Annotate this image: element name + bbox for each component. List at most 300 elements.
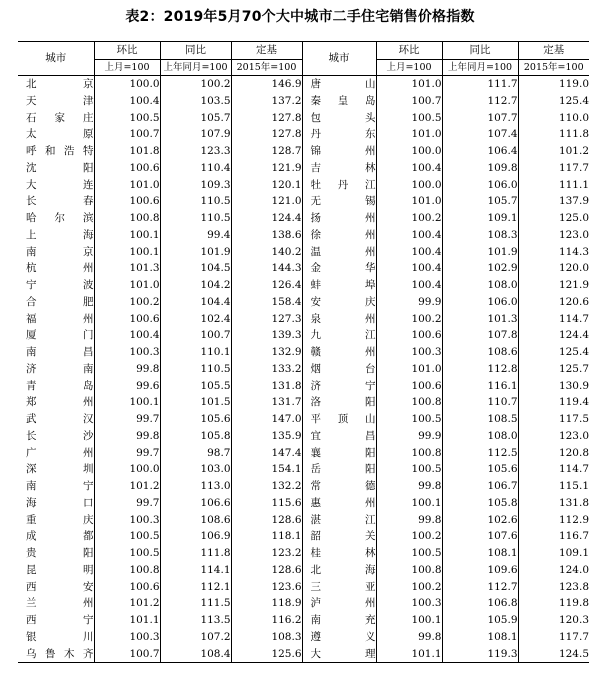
city-cell: 合 肥 [26,295,94,308]
city-cell: 泸 州 [302,595,376,612]
yoy-value: 108.0 [442,428,518,445]
yoy-value: 110.5 [160,361,231,378]
table-row [18,378,589,395]
base-value: 119.8 [518,595,589,612]
city-cell: 兰 州 [26,597,94,610]
yoy-value: 112.5 [442,445,518,462]
city-cell: 金 华 [302,260,376,277]
yoy-value: 112.1 [160,579,231,596]
yoy-value: 114.1 [160,562,231,579]
yoy-value: 107.8 [442,327,518,344]
yoy-value: 108.3 [442,227,518,244]
base-value: 137.9 [518,193,589,210]
city-cell: 福 州 [26,312,94,325]
yoy-column-header: 同比 [160,42,231,60]
mom-value: 100.1 [94,244,160,261]
mom-value: 100.5 [376,545,442,562]
base-value: 118.1 [231,528,302,545]
base-value: 120.6 [518,294,589,311]
table-row [18,110,589,127]
city-cell: 青 岛 [26,379,94,392]
city-cell: 吉 林 [302,160,376,177]
base-value: 131.8 [518,495,589,512]
yoy-value: 109.3 [160,177,231,194]
city-cell: 郑 州 [26,396,94,409]
mom-value: 100.5 [376,110,442,127]
table-row [18,512,589,529]
mom-value: 100.4 [376,227,442,244]
city-cell: 石家庄 [26,111,94,124]
mom-value: 100.2 [376,528,442,545]
base-value: 115.6 [231,495,302,512]
city-cell: 常 德 [302,478,376,495]
yoy-value: 99.4 [160,227,231,244]
mom-value: 100.6 [94,311,160,328]
base-subheader: 2015年=100 [231,60,302,76]
yoy-value: 113.0 [160,478,231,495]
mom-value: 100.4 [94,327,160,344]
yoy-value: 106.7 [442,478,518,495]
city-cell: 锦 州 [302,143,376,160]
city-column-header: 城市 [302,42,376,76]
yoy-value: 105.8 [160,428,231,445]
yoy-value: 119.3 [442,646,518,663]
base-value: 123.2 [231,545,302,562]
mom-value: 100.4 [376,260,442,277]
yoy-value: 106.0 [442,177,518,194]
base-value: 120.1 [231,177,302,194]
yoy-value: 104.4 [160,294,231,311]
yoy-value: 109.1 [442,210,518,227]
table-row [18,411,589,428]
base-value: 127.3 [231,311,302,328]
yoy-value: 104.5 [160,260,231,277]
yoy-value: 110.1 [160,344,231,361]
base-value: 146.9 [231,76,302,93]
city-cell: 海 口 [26,496,94,509]
yoy-value: 108.4 [160,646,231,663]
base-value: 154.1 [231,461,302,478]
mom-value: 100.8 [94,210,160,227]
yoy-value: 105.5 [160,378,231,395]
mom-value: 101.0 [94,277,160,294]
mom-value: 99.9 [376,428,442,445]
table-row [18,478,589,495]
yoy-value: 110.4 [160,160,231,177]
mom-value: 99.9 [376,294,442,311]
yoy-value: 105.7 [442,193,518,210]
yoy-value: 116.1 [442,378,518,395]
table-row [18,76,589,93]
base-value: 124.4 [518,327,589,344]
mom-value: 100.5 [94,110,160,127]
city-cell: 扬 州 [302,210,376,227]
base-value: 123.0 [518,227,589,244]
city-cell: 武 汉 [26,413,94,425]
base-value: 128.6 [231,512,302,529]
city-cell: 呼和浩特 [26,145,94,157]
city-cell: 广 州 [26,446,94,459]
city-cell: 银 川 [26,630,94,643]
mom-value: 100.4 [376,244,442,261]
base-value: 131.7 [231,394,302,411]
base-value: 147.4 [231,445,302,462]
yoy-value: 102.9 [442,260,518,277]
base-value: 115.1 [518,478,589,495]
mom-value: 100.8 [376,394,442,411]
base-value: 144.3 [231,260,302,277]
base-value: 139.3 [231,327,302,344]
base-value: 125.4 [518,344,589,361]
mom-value: 101.0 [94,177,160,194]
mom-value: 99.7 [94,495,160,512]
table-row [18,629,589,646]
mom-value: 101.3 [94,260,160,277]
yoy-value: 107.2 [160,629,231,646]
table-row [18,143,589,160]
table-row [18,177,589,194]
mom-value: 100.5 [376,411,442,428]
mom-value: 100.3 [94,629,160,646]
yoy-value: 103.5 [160,93,231,110]
city-cell: 无 锡 [302,193,376,210]
yoy-value: 106.4 [442,143,518,160]
yoy-value: 110.5 [160,193,231,210]
city-cell: 宜 昌 [302,428,376,445]
mom-value: 100.0 [94,76,160,93]
yoy-value: 111.7 [442,76,518,93]
base-value: 117.7 [518,629,589,646]
table-row [18,445,589,462]
yoy-value: 107.7 [442,110,518,127]
mom-value: 101.0 [376,193,442,210]
city-cell: 昆 明 [26,563,94,576]
yoy-value: 105.6 [442,461,518,478]
base-value: 125.7 [518,361,589,378]
yoy-value: 112.7 [442,579,518,596]
city-cell: 韶 关 [302,528,376,545]
yoy-value: 102.4 [160,311,231,328]
yoy-value: 111.8 [160,545,231,562]
mom-value: 100.2 [376,210,442,227]
city-cell: 安 庆 [302,294,376,311]
base-value: 130.9 [518,378,589,395]
city-cell: 长 春 [26,195,94,208]
base-value: 135.9 [231,428,302,445]
yoy-value: 108.1 [442,629,518,646]
table-row [18,277,589,294]
yoy-value: 103.0 [160,461,231,478]
city-cell: 重 庆 [26,513,94,526]
table-row [18,595,589,612]
base-column-header: 定基 [231,42,302,60]
mom-value: 100.1 [376,612,442,629]
yoy-value: 105.7 [160,110,231,127]
yoy-value: 101.9 [442,244,518,261]
base-column-header: 定基 [518,42,589,60]
city-cell: 大 理 [302,646,376,663]
base-value: 137.2 [231,93,302,110]
table-row [18,327,589,344]
city-cell: 上 海 [26,228,94,241]
mom-value: 100.5 [376,461,442,478]
base-value: 112.9 [518,512,589,529]
table-row [18,227,589,244]
base-value: 116.2 [231,612,302,629]
city-cell: 乌鲁木齐 [26,647,94,660]
mom-value: 99.8 [376,512,442,529]
base-value: 114.3 [518,244,589,261]
base-value: 132.9 [231,344,302,361]
yoy-column-header: 同比 [442,42,518,60]
city-cell: 宁 波 [26,279,94,291]
mom-value: 100.7 [94,126,160,143]
yoy-value: 110.5 [160,210,231,227]
yoy-value: 108.6 [160,512,231,529]
yoy-value: 106.9 [160,528,231,545]
mom-value: 100.1 [94,227,160,244]
base-subheader: 2015年=100 [518,60,589,76]
table-body [18,76,589,663]
yoy-value: 111.5 [160,595,231,612]
table-row [18,495,589,512]
mom-value: 100.3 [94,512,160,529]
yoy-value: 107.4 [442,126,518,143]
mom-subheader: 上月=100 [376,60,442,76]
base-value: 124.4 [231,210,302,227]
city-cell: 襄 阳 [302,445,376,462]
city-cell: 南 昌 [26,346,94,358]
table-row [18,646,589,663]
yoy-value: 109.6 [442,562,518,579]
mom-value: 100.1 [376,495,442,512]
mom-value: 101.1 [94,612,160,629]
base-value: 125.6 [231,646,302,663]
table-row [18,193,589,210]
city-cell: 西 宁 [26,614,94,626]
price-index-table [18,41,589,663]
city-cell: 惠 州 [302,495,376,512]
table-row [18,428,589,445]
base-value: 127.8 [231,110,302,127]
table-row [18,93,589,110]
table-title: 表2：2019年5月70个大中城市二手住宅销售价格指数 [125,9,475,25]
mom-value: 101.0 [376,126,442,143]
mom-value: 101.0 [376,76,442,93]
mom-value: 99.8 [94,428,160,445]
yoy-value: 100.7 [160,327,231,344]
base-value: 124.5 [518,646,589,663]
base-value: 114.7 [518,311,589,328]
city-cell: 唐 山 [302,76,376,93]
table-row [18,394,589,411]
mom-subheader: 上月=100 [94,60,160,76]
yoy-value: 112.7 [442,93,518,110]
city-cell: 丹 东 [302,126,376,143]
mom-value: 101.2 [94,478,160,495]
base-value: 126.4 [231,277,302,294]
yoy-value: 109.8 [442,160,518,177]
city-cell: 湛 江 [302,512,376,529]
city-cell: 牡丹江 [302,177,376,194]
mom-value: 100.5 [94,545,160,562]
city-cell: 长 沙 [26,429,94,442]
table-row [18,160,589,177]
city-cell: 西 安 [26,580,94,593]
mom-value: 100.6 [376,378,442,395]
mom-value: 100.4 [376,277,442,294]
mom-value: 100.6 [94,193,160,210]
base-value: 133.2 [231,361,302,378]
city-cell: 深 圳 [26,463,94,476]
yoy-value: 108.1 [442,545,518,562]
base-value: 110.0 [518,110,589,127]
mom-value: 100.1 [94,394,160,411]
mom-value: 100.5 [94,528,160,545]
yoy-value: 105.6 [160,411,231,428]
yoy-value: 106.6 [160,495,231,512]
table-row [18,344,589,361]
city-cell: 成 都 [26,530,94,543]
mom-value: 100.6 [94,160,160,177]
mom-value: 100.6 [94,579,160,596]
base-value: 111.8 [518,126,589,143]
base-value: 119.4 [518,394,589,411]
yoy-value: 106.8 [442,595,518,612]
yoy-value: 98.7 [160,445,231,462]
table-row [18,210,589,227]
city-cell: 赣 州 [302,344,376,361]
city-cell: 桂 林 [302,545,376,562]
base-value: 120.0 [518,260,589,277]
base-value: 147.0 [231,411,302,428]
base-value: 109.1 [518,545,589,562]
base-value: 131.8 [231,378,302,395]
mom-value: 100.8 [376,445,442,462]
base-value: 158.4 [231,294,302,311]
city-cell: 沈 阳 [26,161,94,174]
mom-value: 100.0 [376,177,442,194]
city-cell: 温 州 [302,244,376,261]
base-value: 124.0 [518,562,589,579]
table-row [18,294,589,311]
mom-value: 100.8 [376,562,442,579]
base-value: 123.0 [518,428,589,445]
city-cell: 贵 阳 [26,547,94,559]
mom-value: 100.4 [94,93,160,110]
yoy-value: 107.6 [442,528,518,545]
base-value: 140.2 [231,244,302,261]
base-value: 116.7 [518,528,589,545]
mom-value: 100.7 [376,93,442,110]
yoy-value: 108.0 [442,277,518,294]
city-cell: 厦 门 [26,329,94,342]
mom-value: 101.8 [94,143,160,160]
city-cell: 九 江 [302,327,376,344]
table-row [18,461,589,478]
mom-value: 100.4 [376,160,442,177]
base-value: 125.4 [518,93,589,110]
city-cell: 岳 阳 [302,461,376,478]
yoy-value: 108.6 [442,344,518,361]
base-value: 120.8 [518,445,589,462]
table-row [18,579,589,596]
base-value: 114.7 [518,461,589,478]
city-cell: 秦皇岛 [302,93,376,110]
city-cell: 济 南 [26,362,94,375]
city-cell: 南 京 [26,245,94,258]
mom-value: 100.2 [376,311,442,328]
base-value: 121.9 [231,160,302,177]
table-row [18,612,589,629]
yoy-value: 104.2 [160,277,231,294]
yoy-value: 106.0 [442,294,518,311]
yoy-value: 105.8 [442,495,518,512]
mom-value: 100.3 [94,344,160,361]
base-value: 117.5 [518,411,589,428]
base-value: 128.6 [231,562,302,579]
table-row [18,361,589,378]
mom-value: 99.8 [94,361,160,378]
mom-value: 100.8 [94,562,160,579]
mom-value: 100.3 [376,595,442,612]
city-cell: 济 宁 [302,378,376,395]
table-row [18,126,589,143]
city-cell: 蚌 埠 [302,277,376,294]
table-row [18,244,589,261]
city-cell: 遵 义 [302,629,376,646]
yoy-subheader: 上年同月=100 [160,60,231,76]
base-value: 119.0 [518,76,589,93]
yoy-subheader: 上年同月=100 [442,60,518,76]
yoy-value: 110.7 [442,394,518,411]
city-cell: 南 充 [302,612,376,629]
yoy-value: 112.8 [442,361,518,378]
table-row [18,260,589,277]
yoy-value: 113.5 [160,612,231,629]
yoy-value: 105.9 [442,612,518,629]
mom-value: 100.0 [376,143,442,160]
base-value: 123.8 [518,579,589,596]
yoy-value: 108.5 [442,411,518,428]
city-cell: 太 原 [26,128,94,141]
mom-value: 99.7 [94,411,160,428]
city-cell: 洛 阳 [302,394,376,411]
base-value: 118.9 [231,595,302,612]
base-value: 120.3 [518,612,589,629]
yoy-value: 101.9 [160,244,231,261]
base-value: 138.6 [231,227,302,244]
city-cell: 大 连 [26,178,94,191]
mom-value: 100.7 [94,646,160,663]
base-value: 123.6 [231,579,302,596]
table-row [18,528,589,545]
base-value: 121.0 [231,193,302,210]
city-cell: 徐 州 [302,227,376,244]
city-cell: 烟 台 [302,361,376,378]
mom-column-header: 环比 [94,42,160,60]
base-value: 121.9 [518,277,589,294]
city-cell: 天 津 [26,94,94,107]
mom-value: 100.6 [376,327,442,344]
table-row [18,545,589,562]
table-row [18,311,589,328]
yoy-value: 101.3 [442,311,518,328]
base-value: 111.1 [518,177,589,194]
base-value: 117.7 [518,160,589,177]
city-cell: 包 头 [302,110,376,127]
city-cell: 北 京 [26,78,94,90]
